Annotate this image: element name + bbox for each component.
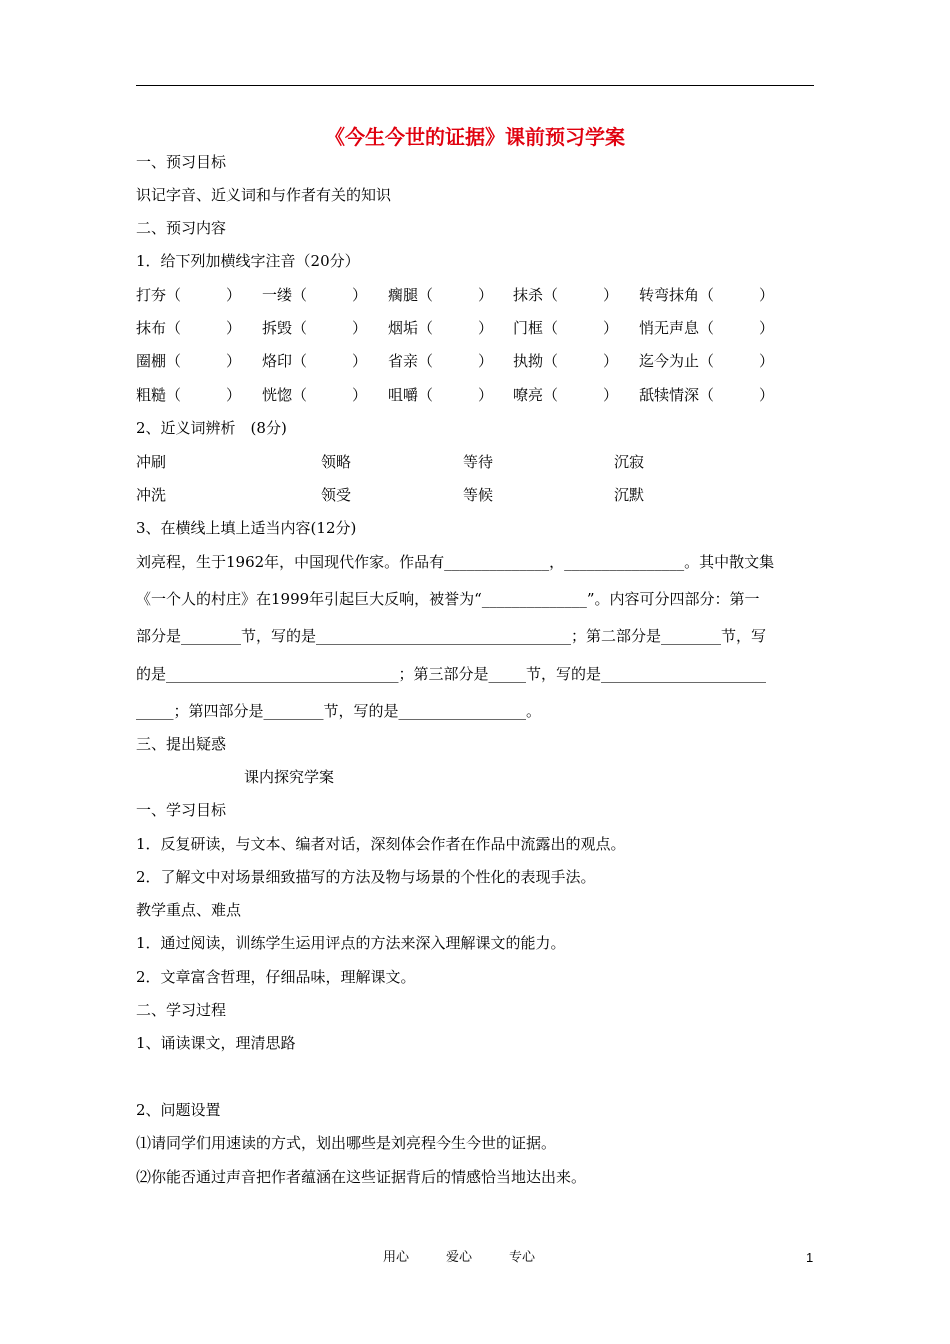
synonym-word: 沉寂: [614, 453, 645, 471]
synonym-word: 等候: [463, 486, 494, 504]
key-point-item: 1．通过阅读，训练学生运用评点的方法来深入理解课文的能力。: [136, 934, 566, 952]
footer-word: 爱心: [446, 1250, 473, 1265]
synonym-word: 等待: [463, 453, 494, 471]
synonym-word: 沉默: [614, 486, 645, 504]
learning-goal-item: 2．了解文中对场景细致描写的方法及物与场景的个性化的表现手法。: [136, 868, 596, 886]
question-1-heading: 1．给下列加横线字注音（20分）: [136, 252, 360, 270]
page-number: 1: [806, 1250, 814, 1265]
fill-blank-line: 刘亮程，生于1962年，中国现代作家。作品有______________，________________。其中散文集: [136, 553, 775, 571]
pinyin-item: 抹杀（ ）: [513, 286, 619, 304]
synonym-word: 领受: [321, 486, 352, 504]
section-heading-learning-process: 二、学习过程: [136, 1001, 227, 1019]
pinyin-item: 咀嚼（ ）: [388, 386, 494, 404]
fill-blank-line: _____；第四部分是________节，写的是_________________。: [136, 702, 542, 720]
section-heading-preview-content: 二、预习内容: [136, 219, 227, 237]
synonym-word: 领略: [321, 453, 352, 471]
key-points-heading: 教学重点、难点: [136, 901, 242, 919]
fill-blank-line: 的是_______________________________；第三部分是_____节，写的是______________________: [136, 665, 767, 683]
question-3-heading: 3、在横线上填上适当内容(12分): [136, 519, 357, 537]
pinyin-item: 迄今为止（ ）: [639, 352, 775, 370]
pinyin-item: 瘸腿（ ）: [388, 286, 494, 304]
question-2-heading: 2、近义词辨析 (8分): [136, 419, 287, 437]
subtitle-in-class: 课内探究学案: [244, 768, 335, 786]
pinyin-item: 执拗（ ）: [513, 352, 619, 370]
key-point-item: 2．文章富含哲理，仔细品味，理解课文。: [136, 968, 416, 986]
pinyin-item: 抹布（ ）: [136, 319, 242, 337]
pinyin-item: 一缕（ ）: [262, 286, 368, 304]
pinyin-item: 烟垢（ ）: [388, 319, 494, 337]
section-heading-learning-goals: 一、学习目标: [136, 801, 227, 819]
section-heading-preview-goal: 一、预习目标: [136, 153, 227, 171]
section-heading-questions: 三、提出疑惑: [136, 735, 227, 753]
pinyin-item: 打夯（ ）: [136, 286, 242, 304]
learning-goal-item: 1．反复研读，与文本、编者对话，深刻体会作者在作品中流露出的观点。: [136, 835, 626, 853]
footer-word: 用心: [383, 1250, 410, 1265]
pinyin-item: 省亲（ ）: [388, 352, 494, 370]
pinyin-item: 嘹亮（ ）: [513, 386, 619, 404]
pinyin-item: 烙印（ ）: [262, 352, 368, 370]
pinyin-item: 恍惚（ ）: [262, 386, 368, 404]
pinyin-item: 悄无声息（ ）: [639, 319, 775, 337]
pinyin-item: 门框（ ）: [513, 319, 619, 337]
preview-goal-text: 识记字音、近义词和与作者有关的知识: [136, 186, 392, 204]
pinyin-item: 舐犊情深（ ）: [639, 386, 775, 404]
document-title: 《今生今世的证据》课前预习学案: [325, 125, 625, 149]
footer-word: 专心: [509, 1250, 536, 1265]
fill-blank-line: 《一个人的村庄》在1999年引起巨大反响，被誉为“______________”。内容可分四部分：第一: [136, 590, 760, 608]
pinyin-item: 粗糙（ ）: [136, 386, 242, 404]
process-step: 1、诵读课文，理清思路: [136, 1034, 296, 1052]
process-step: 2、问题设置: [136, 1101, 221, 1119]
pinyin-item: 圈棚（ ）: [136, 352, 242, 370]
header-rule: [136, 85, 814, 86]
synonym-word: 冲洗: [136, 486, 167, 504]
question-item: ⑵你能否通过声音把作者蕴涵在这些证据背后的情感恰当地达出来。: [136, 1168, 587, 1186]
synonym-word: 冲刷: [136, 453, 167, 471]
fill-blank-line: 部分是________节，写的是__________________________________；第二部分是________节，写: [136, 627, 767, 645]
pinyin-item: 转弯抹角（ ）: [639, 286, 775, 304]
question-item: ⑴请同学们用速读的方式，划出哪些是刘亮程今生今世的证据。: [136, 1134, 557, 1152]
pinyin-item: 拆毁（ ）: [262, 319, 368, 337]
